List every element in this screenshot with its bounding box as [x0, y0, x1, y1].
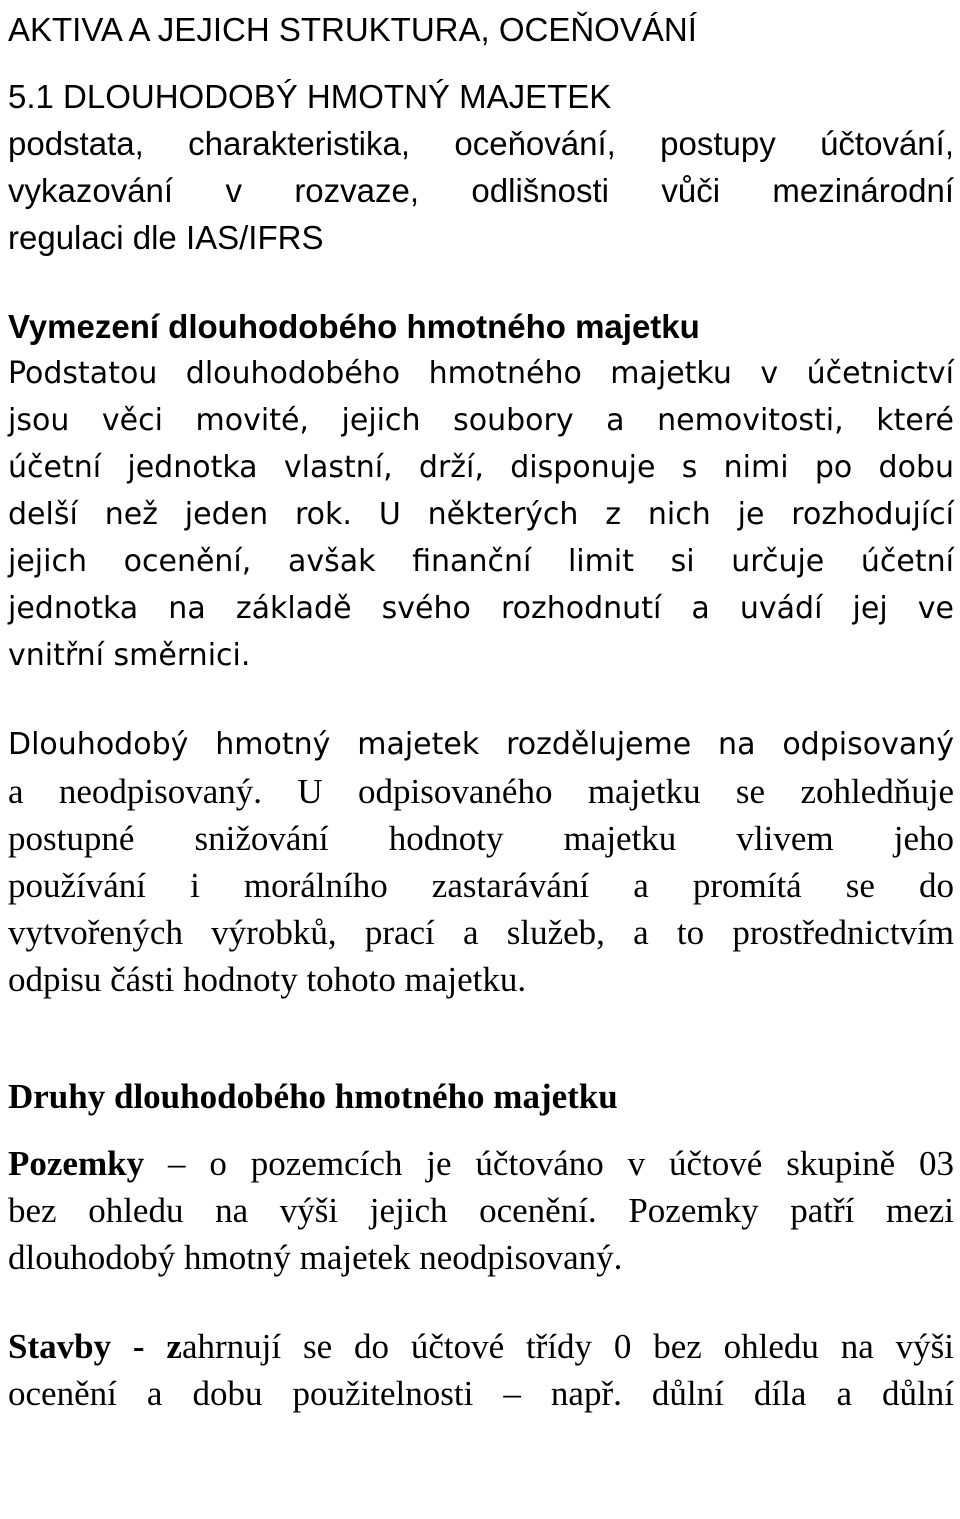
split-line: a neodpisovaný. U odpisovaného majetku se zohledňuje	[8, 772, 954, 811]
spacer	[8, 679, 954, 721]
pozemky-line: bez ohledu na výši jejich ocenění. Pozemky patří mezi	[8, 1191, 954, 1230]
definition-line: jsou věci movité, jejich soubory a nemovitosti, které	[8, 403, 954, 438]
definition-line: účetní jednotka vlastní, drží, disponuje s nimi po dobu	[8, 450, 954, 485]
definition-line: Podstatou dlouhodobého hmotného majetku v účetnictví	[8, 356, 954, 391]
pozemky-line: dlouhodobý hmotný majetek neodpisovaný.	[8, 1238, 623, 1277]
section-intro-line: regulaci dle IAS/IFRS	[8, 219, 324, 256]
split-line: vytvořených výrobků, prací a služeb, a to prostřednictvím	[8, 913, 954, 952]
spacer	[8, 1120, 954, 1140]
document-title: AKTIVA A JEJICH STRUKTURA, OCEŇOVÁNÍ	[8, 11, 697, 48]
definition-line: jejich ocenění, avšak finanční limit si určuje účetní	[8, 544, 954, 579]
pozemky-line	[8, 1140, 954, 1187]
section-heading: 5.1 DLOUHODOBÝ HMOTNÝ MAJETEK	[8, 78, 612, 115]
stavby-first-line: ahrnují se do účtové třídy 0 bez ohledu na výši	[181, 1327, 955, 1366]
spacer	[8, 1281, 954, 1323]
stavby-line: ocenění a dobu použitelnosti – např. důlní díla a důlní	[8, 1374, 954, 1413]
definition-heading: Vymezení dlouhodobého hmotného majetku	[8, 308, 700, 345]
spacer	[8, 53, 954, 73]
split-line: Dlouhodobý hmotný majetek rozdělujeme na odpisovaný	[8, 727, 954, 762]
definition-line: delší než jeden rok. U některých z nich je rozhodující	[8, 497, 954, 532]
document-page	[8, 0, 954, 1417]
section-intro-line: podstata, charakteristika, oceňování, postupy účtování,	[8, 125, 954, 162]
stavby-line	[8, 1323, 954, 1370]
section-intro-line: vykazování v rozvaze, odlišnosti vůči mezinárodní	[8, 172, 954, 209]
split-line: odpisu části hodnoty tohoto majetku.	[8, 960, 527, 999]
split-line: postupné snižování hodnoty majetku vlivem jeho	[8, 819, 954, 858]
spacer	[8, 261, 954, 303]
pozemky-first-line: – o pozemcích je účtováno v účtové skupině 03	[144, 1144, 954, 1183]
types-heading: Druhy dlouhodobého hmotného majetku	[8, 1077, 618, 1116]
spacer	[8, 1003, 954, 1073]
definition-line: jednotka na základě svého rozhodnutí a uvádí jej ve	[8, 591, 954, 626]
definition-line: vnitřní směrnici.	[8, 638, 251, 673]
stavby-term: Stavby - z	[8, 1327, 182, 1366]
pozemky-term: Pozemky	[8, 1144, 145, 1183]
split-line: používání i morálního zastarávání a promítá se do	[8, 866, 954, 905]
